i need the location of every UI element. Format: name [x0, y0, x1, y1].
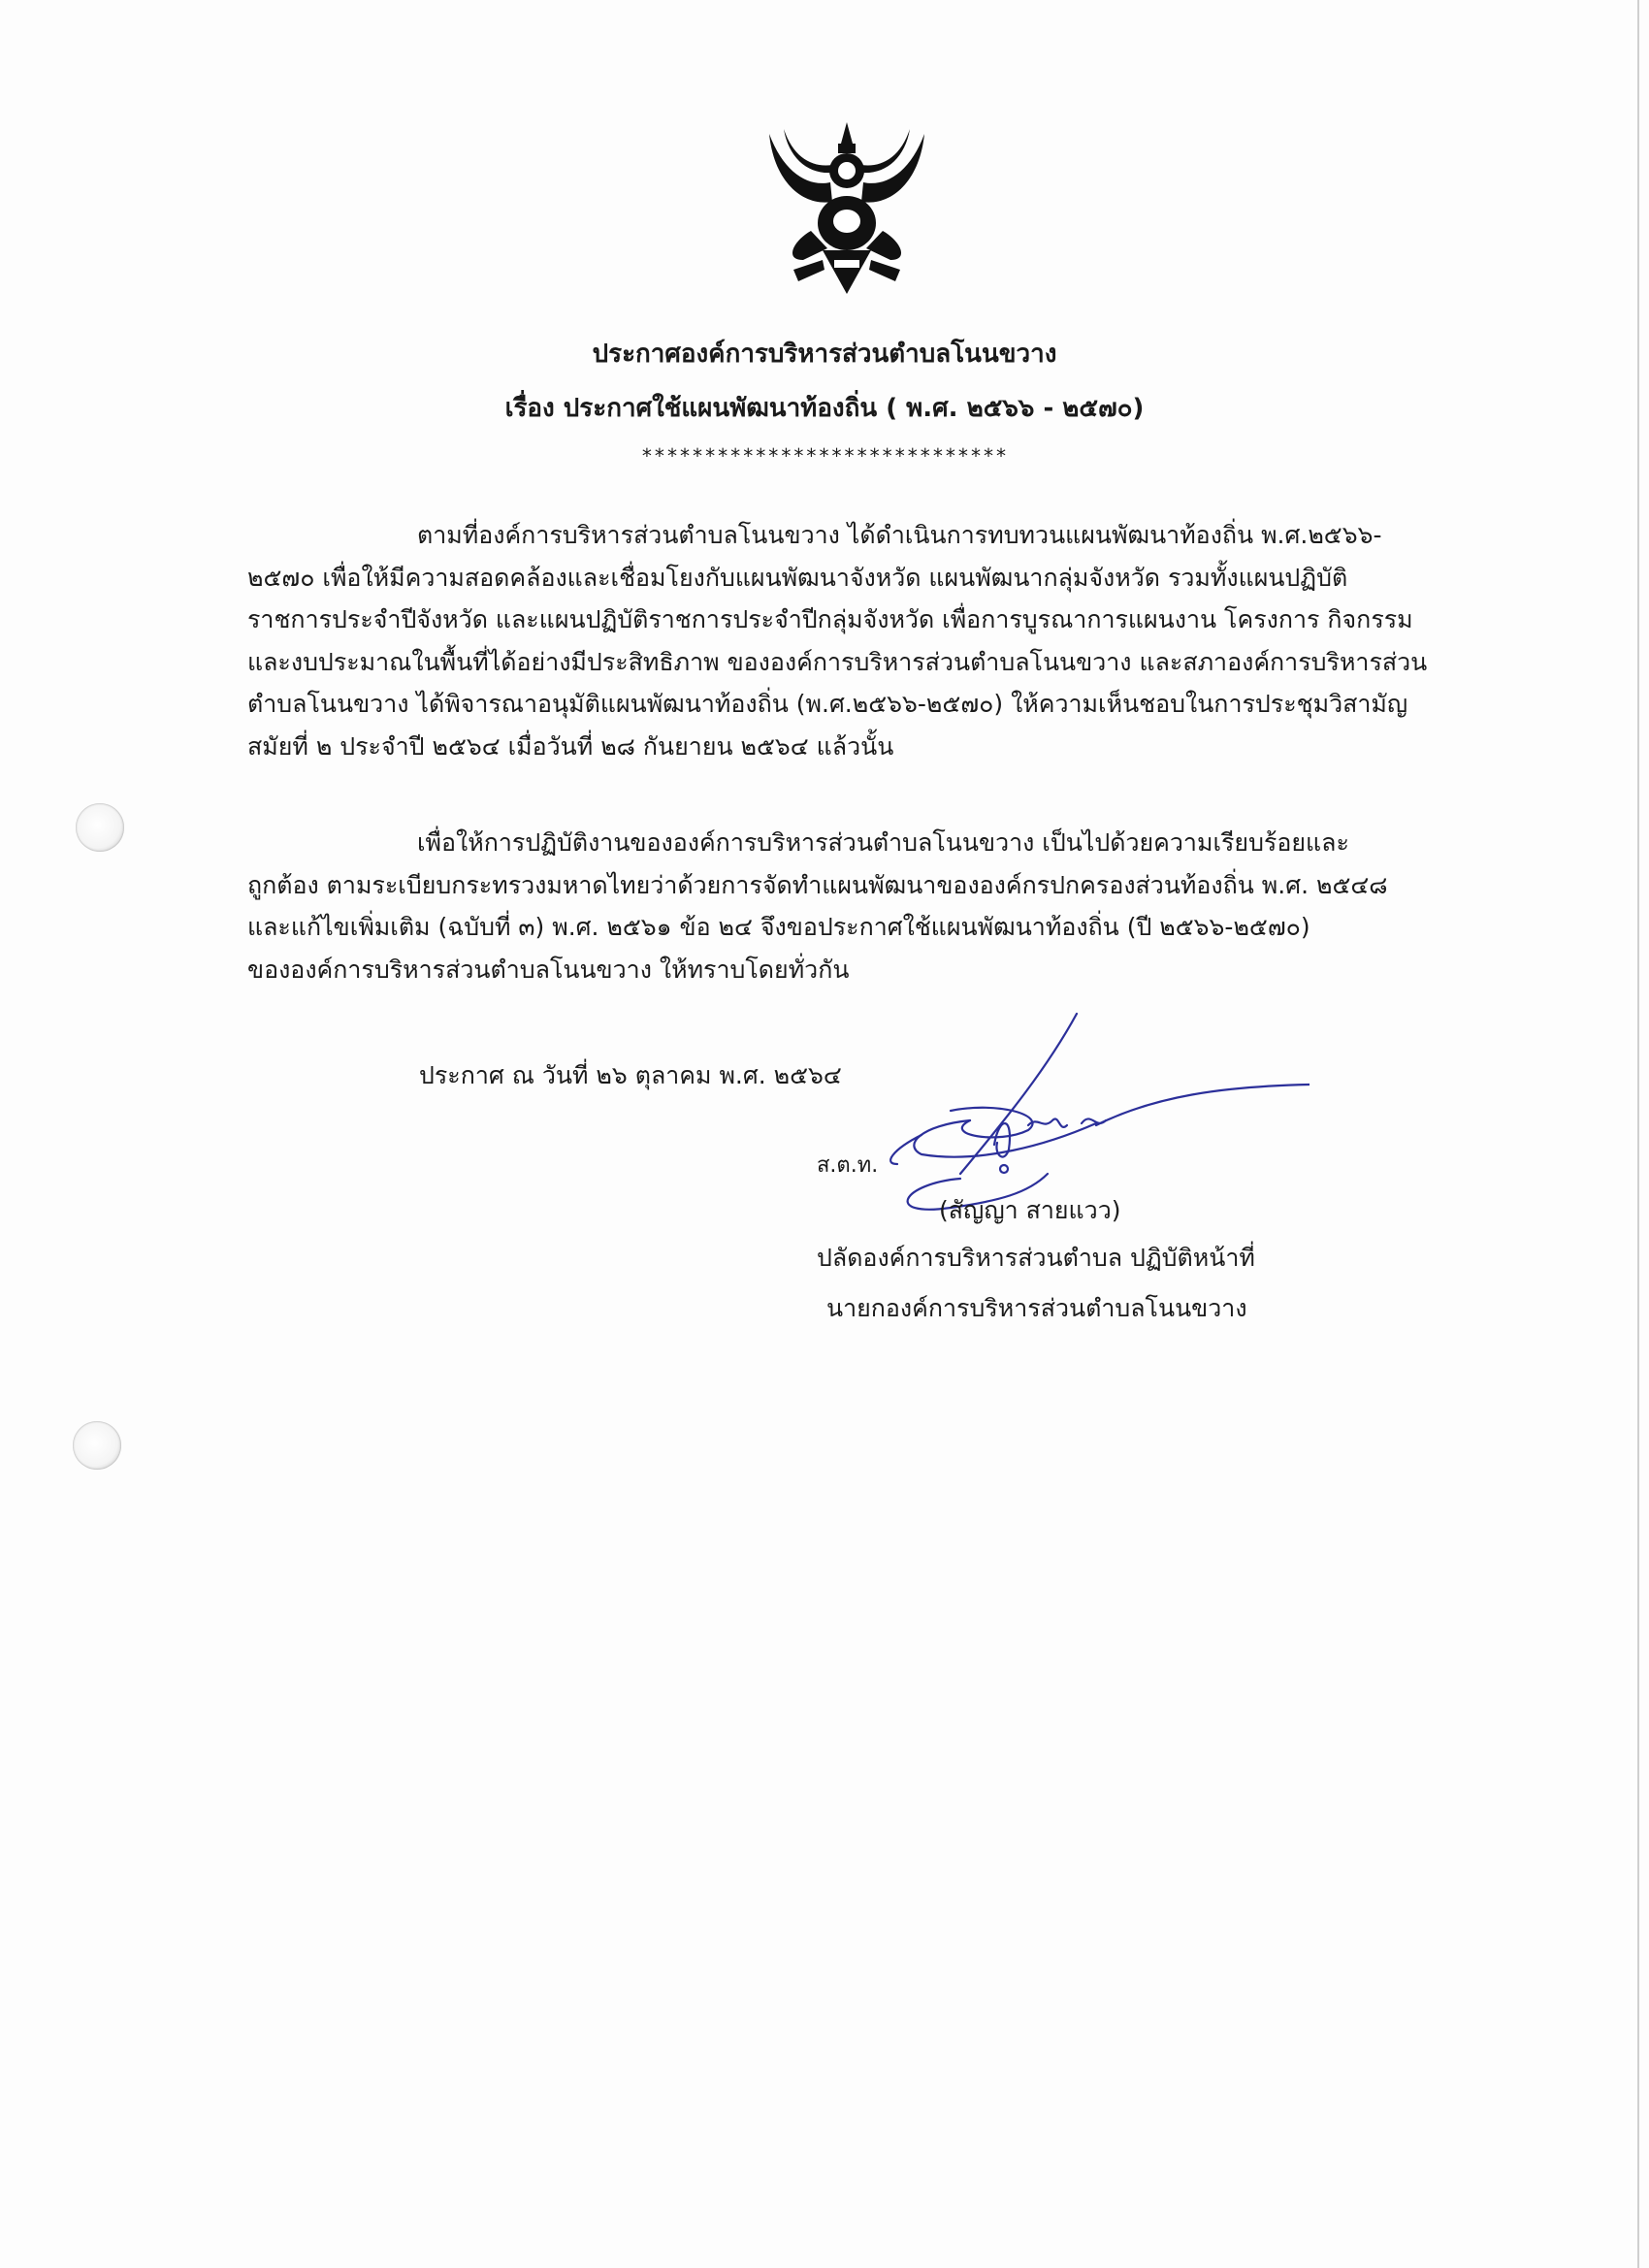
paragraph-line: ๒๕๗๐ เพื่อให้มีความสอดคล้องและเชื่อมโยงกับแผนพัฒนาจังหวัด แผนพัฒนากลุ่มจังหวัด รวมทั้งแผนปฏิบัติ — [247, 563, 1348, 592]
paragraph-2 — [247, 822, 1479, 990]
announcement-date: ประกาศ ณ วันที่ ๒๖ ตุลาคม พ.ศ. ๒๕๖๔ — [419, 1061, 842, 1089]
document-title: ประกาศองค์การบริหารส่วนตำบลโนนขวาง — [592, 340, 1057, 369]
paragraph-line: ขององค์การบริหารส่วนตำบลโนนขวาง ให้ทราบโดยทั่วกัน — [247, 955, 850, 984]
paragraph-line: เพื่อให้การปฏิบัติงานขององค์การบริหารส่วนตำบลโนนขวาง เป็นไปด้วยความเรียบร้อยและ — [417, 828, 1349, 857]
paragraph-line: ตำบลโนนขวาง ได้พิจารณาอนุมัติแผนพัฒนาท้องถิ่น (พ.ศ.๒๕๖๖-๒๕๗๐) ให้ความเห็นชอบในการประชุมวิสามัญ — [247, 690, 1408, 718]
paragraph-line: และงบประมาณในพื้นที่ได้อย่างมีประสิทธิภาพ ขององค์การบริหารส่วนตำบลโนนขวาง และสภาองค์การบริหารส่วน — [247, 647, 1428, 676]
paragraph-line: ราชการประจำปีจังหวัด และแผนปฏิบัติราชการประจำปีกลุ่มจังหวัด เพื่อการบูรณาการแผนงาน โครงการ กิจกรรม — [247, 605, 1413, 633]
paragraph-line: ถูกต้อง ตามระเบียบกระทรวงมหาดไทยว่าด้วยการจัดทำแผนพัฒนาขององค์กรปกครองส่วนท้องถิ่น พ.ศ. ๒๕๔๘ — [247, 870, 1388, 899]
punch-hole — [76, 803, 124, 852]
paragraph-line: และแก้ไขเพิ่มเติม (ฉบับที่ ๓) พ.ศ. ๒๕๖๑ ข้อ ๒๔ จึงขอประกาศใช้แผนพัฒนาท้องถิ่น (ปี ๒๕๖๖-๒๕๗๐) — [247, 913, 1310, 941]
paragraph-1 — [247, 514, 1479, 767]
punch-hole — [73, 1421, 121, 1470]
separator: ***************************** — [640, 444, 1009, 468]
document-subject: เรื่อง ประกาศใช้แผนพัฒนาท้องถิ่น ( พ.ศ. ๒๕๖๖ - ๒๕๗๐) — [504, 394, 1145, 423]
garuda-emblem-icon — [755, 114, 939, 299]
paragraph-line: สมัยที่ ๒ ประจำปี ๒๕๖๔ เมื่อวันที่ ๒๘ กันยายน ๒๕๖๔ แล้วนั้น — [247, 731, 894, 761]
signatory-position: ปลัดองค์การบริหารส่วนตำบล ปฏิบัติหน้าที่ — [817, 1244, 1255, 1272]
paragraph-line: ตามที่องค์การบริหารส่วนตำบลโนนขวาง ได้ดำเนินการทบทวนแผนพัฒนาท้องถิ่น พ.ศ.๒๕๖๖- — [417, 521, 1382, 549]
signature-rank: ส.ต.ท. — [817, 1153, 879, 1178]
signatory-position-acting: นายกองค์การบริหารส่วนตำบลโนนขวาง — [826, 1294, 1247, 1322]
signatory-name: (สัญญา สายแวว) — [939, 1196, 1121, 1224]
